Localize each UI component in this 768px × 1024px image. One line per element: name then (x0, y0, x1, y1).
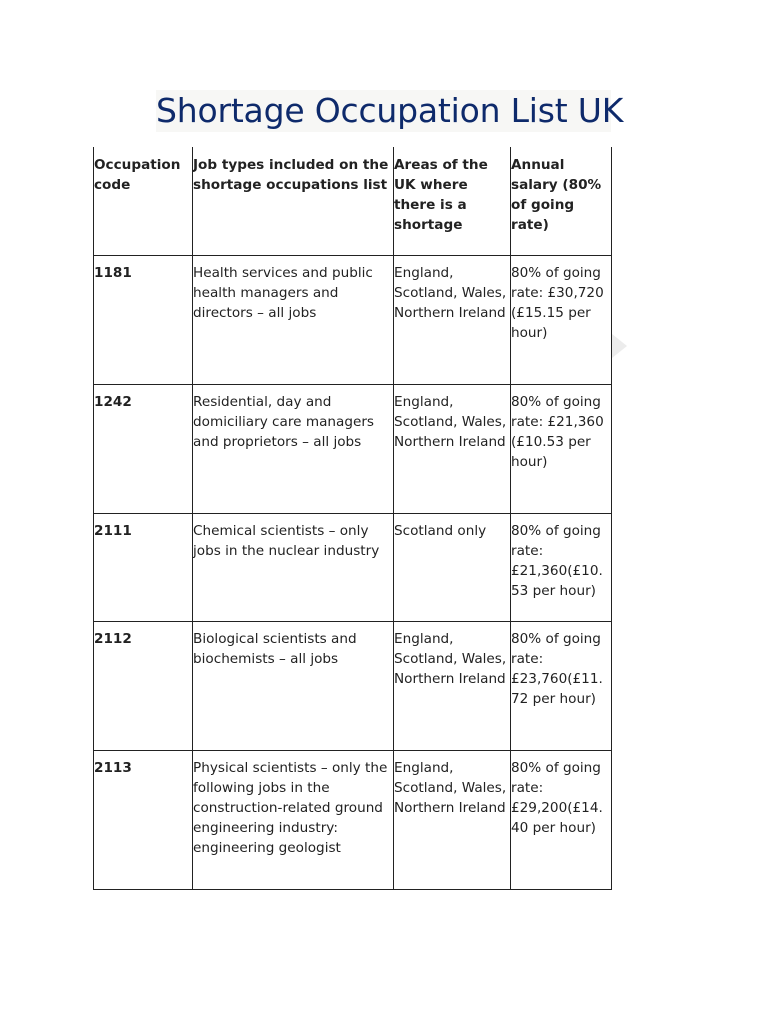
areas-cell: England, Scotland, Wales, Northern Ireland (394, 255, 511, 384)
salary-cell: 80% of going rate: £21,360 (£10.53 per hour) (511, 384, 612, 513)
shortage-occupation-table (93, 147, 612, 890)
job-type-cell: Biological scientists and biochemists – all jobs (193, 621, 394, 750)
job-type-cell: Physical scientists – only the following jobs in the construction-related ground engineering industry: engineering geologist (193, 750, 394, 889)
title-banner (156, 90, 624, 132)
page-title: Shortage Occupation List UK (156, 91, 624, 130)
occupation-code-cell: 2111 (94, 513, 193, 621)
header-annual-salary: Annual salary (80% of going rate) (511, 147, 612, 255)
header-areas: Areas of the UK where there is a shortage (394, 147, 511, 255)
job-type-cell: Residential, day and domiciliary care managers and proprietors – all jobs (193, 384, 394, 513)
occupation-code-cell: 2112 (94, 621, 193, 750)
areas-cell: Scotland only (394, 513, 511, 621)
salary-cell: 80% of going rate: £23,760(£11.72 per hour) (511, 621, 612, 750)
occupation-code-cell: 2113 (94, 750, 193, 889)
table-row (94, 384, 612, 513)
occupation-code-cell: 1181 (94, 255, 193, 384)
table-row (94, 750, 612, 889)
arrow-right-icon (612, 334, 627, 358)
salary-cell: 80% of going rate: £21,360(£10.53 per hour) (511, 513, 612, 621)
areas-cell: England, Scotland, Wales, Northern Ireland (394, 384, 511, 513)
table-row (94, 255, 612, 384)
occupation-code-cell: 1242 (94, 384, 193, 513)
job-type-cell: Health services and public health managers and directors – all jobs (193, 255, 394, 384)
job-type-cell: Chemical scientists – only jobs in the nuclear industry (193, 513, 394, 621)
salary-cell: 80% of going rate: £30,720 (£15.15 per hour) (511, 255, 612, 384)
table-row (94, 621, 612, 750)
salary-cell: 80% of going rate: £29,200(£14.40 per hour) (511, 750, 612, 889)
areas-cell: England, Scotland, Wales, Northern Ireland (394, 750, 511, 889)
header-occupation-code: Occupation code (94, 147, 193, 255)
header-job-types: Job types included on the shortage occupations list (193, 147, 394, 255)
table-row (94, 513, 612, 621)
areas-cell: England, Scotland, Wales, Northern Ireland (394, 621, 511, 750)
table-header-row (94, 147, 612, 255)
